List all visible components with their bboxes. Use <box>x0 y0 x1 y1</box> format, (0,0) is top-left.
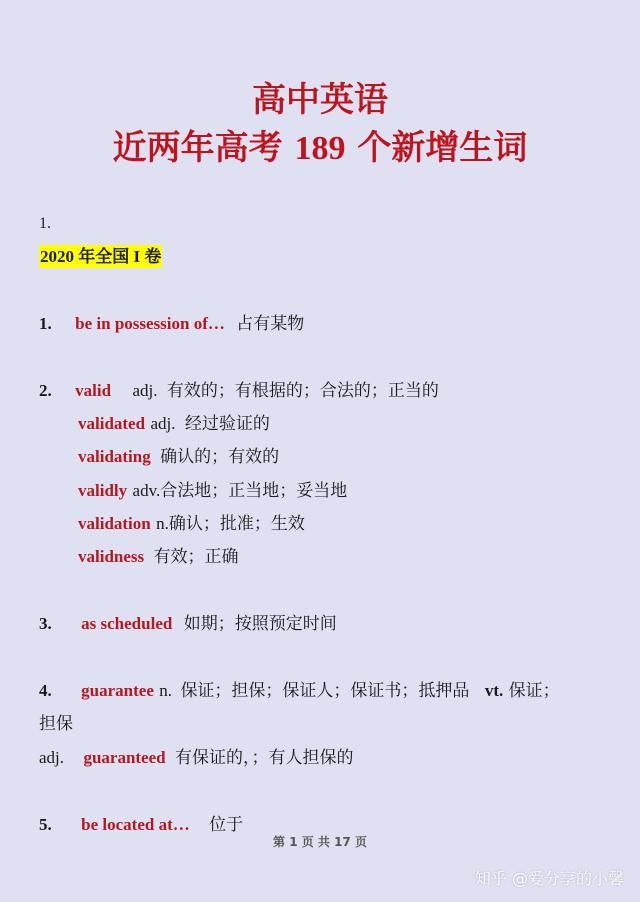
part-of-speech: adj. <box>39 748 65 767</box>
vocab-definition: 确认的；有效的 <box>160 447 280 467</box>
entry-number: 5. <box>39 815 52 834</box>
vocab-definition: 保证；担保；保证人；保证书；抵押品 <box>180 681 470 701</box>
vocab-definition-continued: 担保 <box>39 714 73 734</box>
entry-number: 3. <box>39 614 52 633</box>
title-line-2-number: 189 <box>294 130 346 167</box>
vocab-word: as scheduled <box>81 614 173 633</box>
part-of-speech: adj. <box>132 381 158 400</box>
vocab-word: guarantee <box>81 681 154 700</box>
vocab-word: validation <box>78 514 151 533</box>
vocab-word: validating <box>78 447 151 466</box>
vocab-word: valid <box>75 381 112 400</box>
vocab-subentry <box>78 513 305 535</box>
page-footer: 第 1 页 共 17 页 <box>273 835 367 849</box>
vocab-entry-1 <box>39 313 304 335</box>
section-label: 2020 年全国 I 卷 <box>40 247 162 266</box>
vocab-subentry <box>39 747 354 769</box>
vocab-definition: 合法地；正当地；妥当地 <box>160 481 348 501</box>
entry-number: 2. <box>39 381 52 400</box>
vocab-word: validated <box>78 414 146 433</box>
vocab-subentry <box>78 446 279 468</box>
title-line-1: 高中英语 <box>252 80 388 120</box>
part-of-speech-2: vt. <box>484 681 504 700</box>
title-line-2 <box>0 128 640 169</box>
vocab-definition-2: 保证； <box>508 681 560 701</box>
vocab-definition: 位于 <box>209 815 244 835</box>
part-of-speech: adv. <box>132 481 161 500</box>
part-of-speech: n. <box>156 514 169 533</box>
vocab-subentry <box>78 413 270 435</box>
vocab-definition: 如期；按照预定时间 <box>183 614 337 634</box>
vocab-entry-2 <box>39 380 439 402</box>
vocab-definition: 有效；正确 <box>153 547 239 567</box>
section-heading <box>39 246 162 268</box>
vocab-word: be located at… <box>81 815 190 834</box>
vocab-definition: 有保证的，；有人担保的 <box>175 748 354 768</box>
vocab-word: be in possession of… <box>75 314 225 333</box>
vocab-definition: 占有某物 <box>236 314 305 334</box>
list-index: 1. <box>39 215 51 232</box>
vocab-definition: 有效的；有根据的；合法的；正当的 <box>166 381 439 401</box>
entry-number: 1. <box>39 314 52 333</box>
watermark: 知乎 @爱分享的小馨 <box>474 869 624 888</box>
vocab-definition: 经过验证的 <box>184 414 270 434</box>
vocab-definition: 确认；批准；生效 <box>168 514 305 534</box>
vocab-subentry <box>78 546 239 568</box>
part-of-speech: n. <box>159 681 173 700</box>
vocab-word: guaranteed <box>83 748 166 767</box>
title-line-2-post: 个新增生词 <box>357 128 528 168</box>
entry-number: 4. <box>39 681 52 700</box>
vocab-entry-4 <box>39 680 560 702</box>
vocab-word: validness <box>78 547 145 566</box>
vocab-entry-3 <box>39 613 337 635</box>
title-line-2-pre: 近两年高考 <box>112 128 283 168</box>
vocab-subentry <box>78 480 347 502</box>
vocab-word: validly <box>78 481 128 500</box>
part-of-speech: adj. <box>150 414 176 433</box>
